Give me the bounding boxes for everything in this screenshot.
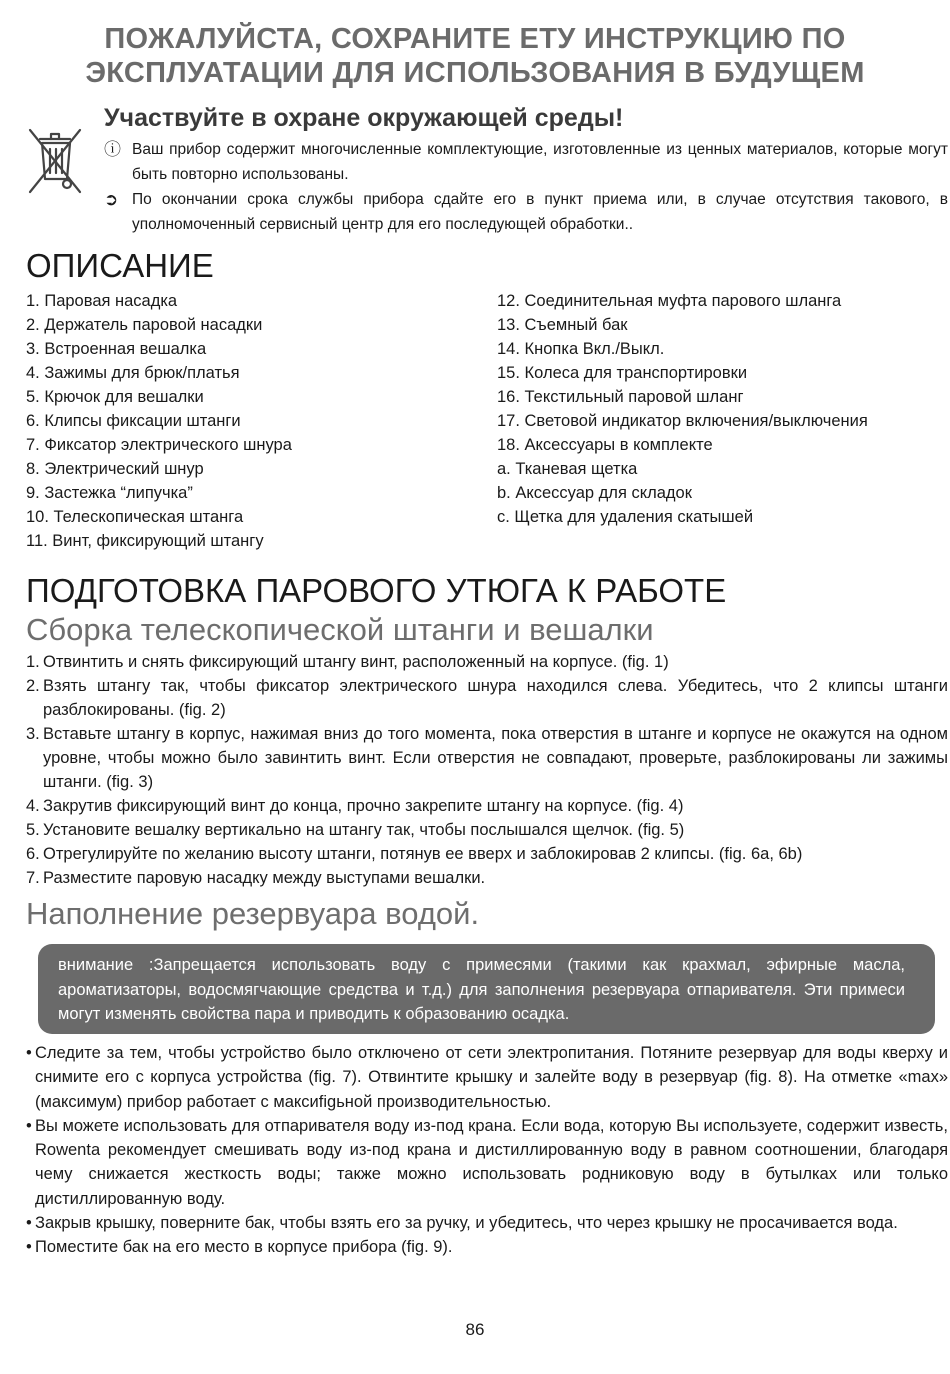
step-text: Разместите паровую насадку между выступами вешалки. <box>43 869 486 887</box>
step-number: 4. <box>26 797 40 815</box>
step-number: 6. <box>26 845 40 863</box>
eco-info-item <box>104 137 948 187</box>
bullet-text: Вы можете использовать для отпаривателя воду из-под крана. Если вода, которую Вы используете, содержит известь, Rowenta рекомендует смешивать воду из-под крана и дистиллированную воду в равном соотношении, благодаря чему снижается жесткость воды; также можно использовать родниковую воду в бутылках или только дистиллированную воду. <box>35 1116 948 1208</box>
step-number: 3. <box>26 725 40 743</box>
crossed-out-wheelie-bin-icon <box>26 126 84 196</box>
warning-text: внимание :Запрещается использовать воду с примесями (такими как крахмал, эфирные масла, ароматизаторы, водосмягчающие средства и т.д.) для заполнения резервуара отпаривателя. Эти примеси могут изменять свойства пара и приводить к образованию осадка. <box>58 956 905 1023</box>
page-title-line-2: ЭКСПЛУАТАЦИИ ДЛЯ ИСПОЛЬЗОВАНИЯ В БУДУЩЕМ <box>85 57 865 89</box>
page-number: 86 <box>465 1320 485 1339</box>
list-item: 3. Встроенная вешалка <box>26 340 207 358</box>
list-item: b. Аксессуар для складок <box>497 484 692 502</box>
bullet-dot: • <box>26 1044 32 1062</box>
warning-box <box>38 944 935 1034</box>
list-item: 4. Зажимы для брюк/платья <box>26 364 240 382</box>
description-title: ОПИСАНИЕ <box>26 247 214 284</box>
step-item <box>26 794 948 818</box>
step-item <box>26 818 948 842</box>
filling-subtitle: Наполнение резервуара водой. <box>26 896 480 931</box>
list-item: 5. Крючок для вешалки <box>26 388 204 406</box>
bullet-dot: • <box>26 1116 32 1135</box>
list-item: 12. Соединительная муфта парового шланга <box>497 292 842 310</box>
bullet-dot: • <box>26 1214 32 1233</box>
preparation-title: ПОДГОТОВКА ПАРОВОГО УТЮГА К РАБОТЕ <box>26 572 727 609</box>
list-item <box>26 1211 948 1235</box>
step-item <box>26 674 948 722</box>
step-text: Взять штангу так, чтобы фиксатор электрического шнура находился слева. Убедитесь, что 2 клипсы штанги разблокированы. (fig. 2) <box>43 677 948 719</box>
list-item: 18. Аксессуары в комплекте <box>497 436 713 454</box>
arrow-icon: ➲ <box>104 190 119 209</box>
list-item <box>26 1114 948 1211</box>
step-text: Вставьте штангу в корпус, нажимая вниз до того момента, пока отверстия в штанге и корпусе не окажутся на одном уровне, чтобы можно было завинтить винт. Если отверстия не совпадают, проверьте, разблокированы ли зажимы штанги. (fig. 3) <box>43 725 948 791</box>
bullet-text: Поместите бак на его место в корпусе прибора (fig. 9). <box>35 1238 453 1257</box>
step-number: 1. <box>26 653 40 671</box>
list-item: a. Тканевая щетка <box>497 460 638 478</box>
step-number: 5. <box>26 821 40 839</box>
bullet-dot: • <box>26 1238 32 1257</box>
filling-bullets <box>26 1041 948 1260</box>
assembly-steps <box>26 650 948 890</box>
list-item: 14. Кнопка Вкл./Выкл. <box>497 340 665 358</box>
list-item: 11. Винт, фиксирующий штангу <box>26 532 264 550</box>
page-title <box>20 22 930 90</box>
step-number: 2. <box>26 677 40 695</box>
info-icon: ⓘ <box>104 140 121 159</box>
eco-info-text: Ваш прибор содержит многочисленные комплектующие, изготовленные из ценных материалов, которые могут быть повторно использованы. <box>132 141 948 183</box>
list-item: c. Щетка для удаления скатышей <box>497 508 754 526</box>
step-item <box>26 650 948 674</box>
list-item <box>26 1041 948 1114</box>
list-item: 2. Держатель паровой насадки <box>26 316 263 334</box>
eco-heading: Участвуйте в охране окружающей среды! <box>104 104 624 132</box>
bullet-text: Закрыв крышку, поверните бак, чтобы взять его за ручку, и убедитесь, что через крышку не просачивается вода. <box>35 1214 898 1233</box>
step-text: Закрутив фиксирующий винт до конца, прочно закрепите штангу на корпусе. (fig. 4) <box>43 797 684 815</box>
list-item: 9. Застежка “липучка” <box>26 484 193 502</box>
list-item: 8. Электрический шнур <box>26 460 204 478</box>
step-text: Установите вешалку вертикально на штангу так, чтобы послышался щелчок. (fig. 5) <box>43 821 685 839</box>
parts-list-left <box>26 289 292 553</box>
step-number: 7. <box>26 869 40 887</box>
list-item: 17. Световой индикатор включения/выключения <box>497 412 868 430</box>
eco-disposal-item <box>104 187 948 237</box>
list-item: 13. Съемный бак <box>497 316 628 334</box>
assembly-subtitle: Сборка телескопической штанги и вешалки <box>26 612 654 647</box>
step-item <box>26 722 948 794</box>
list-item: 7. Фиксатор электрического шнура <box>26 436 292 454</box>
list-item: 16. Текстильный паровой шланг <box>497 388 744 406</box>
step-text: Отвинтить и снять фиксирующий штангу винт, расположенный на корпусе. (fig. 1) <box>43 653 669 671</box>
parts-list-right <box>497 289 868 529</box>
list-item: 10. Телескопическая штанга <box>26 508 244 526</box>
step-text: Отрегулируйте по желанию высоту штанги, потянув ее вверх и заблокировав 2 клипсы. (fig. 6a, 6b) <box>43 845 803 863</box>
bullet-text: Следите за тем, чтобы устройство было отключено от сети электропитания. Потяните резервуар для воды кверху и снимите его с корпуса устройства (fig. 7). Отвинтите крышку и залейте воду в резервуар (fig. 8). На отметке «max» (максимум) прибор работает с максиfigьной производительностью. <box>35 1044 948 1111</box>
list-item: 6. Клипсы фиксации штанги <box>26 412 241 430</box>
list-item: 15. Колеса для транспортировки <box>497 364 748 382</box>
eco-disposal-text: По окончании срока службы прибора сдайте его в пункт приема или, в случае отсутствия такового, в уполномоченный сервисный центр для его последующей обработки.. <box>132 191 948 233</box>
list-item: 1. Паровая насадка <box>26 292 178 310</box>
page-title-line-1: ПОЖАЛУЙСТА, СОХРАНИТЕ ЕТУ ИНСТРУКЦИЮ ПО <box>104 23 846 55</box>
step-item <box>26 866 948 890</box>
list-item <box>26 1235 948 1259</box>
step-item <box>26 842 948 866</box>
